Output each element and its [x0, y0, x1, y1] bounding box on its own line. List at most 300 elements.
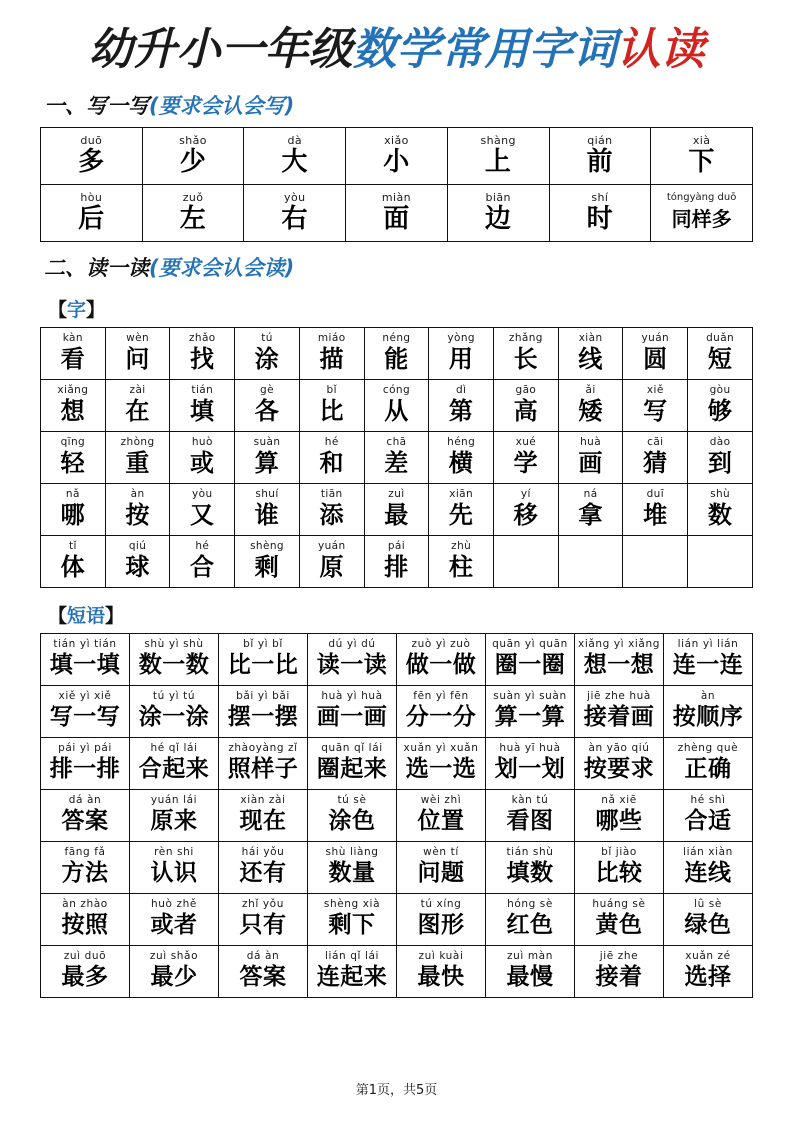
character-text: 画 — [578, 449, 603, 478]
character-text: 哪些 — [595, 808, 643, 835]
pinyin-text: àn — [700, 690, 716, 703]
character-text: 按要求 — [583, 756, 655, 783]
character-text: 上 — [484, 146, 512, 177]
character-text: 右 — [281, 203, 309, 234]
character-text: 认识 — [150, 860, 198, 887]
pinyin-text: biān — [485, 190, 511, 204]
pinyin-text: zhǎng — [508, 332, 543, 345]
phrase-cell — [130, 634, 219, 686]
phrase-cell — [130, 894, 219, 946]
pinyin-text: tú yì tú — [152, 690, 196, 703]
character-text: 谁 — [254, 501, 280, 530]
pinyin-text: hóng sè — [507, 898, 553, 911]
pinyin-text: xiǎng yì xiǎng — [578, 638, 660, 651]
pinyin-text: zuì shǎo — [149, 950, 199, 963]
table-row — [41, 185, 753, 242]
pinyin-text: zhèng què — [677, 742, 739, 755]
phrase-cell — [130, 790, 219, 842]
character-text: 用 — [448, 345, 474, 374]
character-text: 按顺序 — [672, 704, 744, 731]
write-cell — [651, 185, 753, 242]
character-text: 选一选 — [405, 756, 477, 783]
phrase-cell — [486, 894, 575, 946]
pinyin-text: huò — [191, 436, 213, 449]
character-cell — [41, 380, 106, 432]
pinyin-text: kàn — [62, 332, 83, 345]
character-cell — [623, 484, 688, 536]
pinyin-text: shǎo — [179, 133, 207, 147]
character-text: 位置 — [417, 808, 465, 835]
character-cell — [105, 328, 170, 380]
character-text: 选择 — [684, 964, 732, 991]
pinyin-text: qīng — [60, 436, 86, 449]
character-text: 接着画 — [583, 704, 655, 731]
write-cell — [244, 128, 346, 185]
pinyin-text: huà — [580, 436, 602, 449]
table-row — [41, 738, 753, 790]
character-cell-empty — [494, 536, 559, 588]
character-text: 又 — [190, 501, 215, 530]
write-cell — [549, 128, 651, 185]
page-title-part-blue: 数学常用字词 — [352, 24, 617, 75]
character-text: 想 — [60, 397, 86, 426]
pinyin-text: dú yì dú — [328, 638, 376, 651]
pinyin-text: hé qǐ lái — [150, 742, 198, 755]
character-text: 摆一摆 — [227, 704, 299, 731]
character-text: 能 — [384, 345, 409, 374]
character-cell — [41, 484, 106, 536]
character-cell — [41, 432, 106, 484]
pinyin-text: yuán lái — [150, 794, 198, 807]
character-text: 正确 — [684, 756, 732, 783]
page-title-part-black: 幼升小一年级 — [88, 24, 353, 75]
character-text: 划一划 — [494, 756, 566, 783]
pinyin-text: xiān — [449, 488, 474, 501]
phrase-cell — [219, 842, 308, 894]
character-cell — [299, 536, 364, 588]
character-text: 剩下 — [328, 912, 376, 939]
write-cell — [651, 128, 753, 185]
write-cell — [447, 128, 549, 185]
pinyin-text: zuì duō — [63, 950, 107, 963]
character-cell — [494, 328, 559, 380]
character-cell — [364, 328, 429, 380]
character-text: 剩 — [254, 553, 280, 582]
character-text: 描 — [319, 345, 344, 374]
character-cell — [170, 484, 235, 536]
character-text: 在 — [125, 397, 150, 426]
character-text: 还有 — [239, 860, 287, 887]
bracket-right-icon: 】 — [86, 299, 106, 322]
phrase-cell — [130, 738, 219, 790]
phrase-cell — [41, 946, 130, 998]
pinyin-text: hé — [195, 540, 210, 553]
phrase-cell — [130, 842, 219, 894]
character-text: 问 — [125, 345, 150, 374]
page-title — [40, 0, 753, 80]
character-text: 时 — [586, 203, 614, 234]
character-text: 分一分 — [405, 704, 477, 731]
characters-subheading — [48, 295, 753, 322]
pinyin-text: nǎ xiē — [601, 794, 637, 807]
write-cell — [447, 185, 549, 242]
pinyin-text: hé shì — [690, 794, 726, 807]
pinyin-text: duǎn — [706, 332, 735, 345]
character-text: 小 — [383, 146, 410, 177]
phrase-cell — [219, 686, 308, 738]
character-text: 重 — [125, 449, 150, 478]
pinyin-text: zuò yì zuò — [411, 638, 471, 651]
phrase-cell — [397, 946, 486, 998]
pinyin-text: yòng — [447, 332, 475, 345]
phrase-cell — [486, 790, 575, 842]
character-text: 画一画 — [316, 704, 388, 731]
pinyin-text: duō — [80, 133, 103, 147]
pinyin-text: tián yì tián — [53, 638, 117, 651]
pinyin-text: tú sè — [337, 794, 367, 807]
pinyin-text: shù yì shù — [144, 638, 204, 651]
pinyin-text: lián yì lián — [677, 638, 739, 651]
pinyin-text: zhǎo — [188, 332, 216, 345]
character-text: 堆 — [643, 501, 668, 530]
pinyin-text: gè — [260, 384, 274, 397]
character-text: 黄色 — [595, 912, 643, 939]
pinyin-text: zuǒ — [182, 190, 204, 204]
phrase-cell — [575, 790, 664, 842]
phrase-cell — [575, 686, 664, 738]
character-text: 从 — [384, 397, 409, 426]
pinyin-text: xià — [692, 133, 711, 147]
pinyin-text: chā — [386, 436, 407, 449]
phrase-cell — [219, 738, 308, 790]
character-text: 左 — [179, 203, 207, 234]
table-row — [41, 380, 753, 432]
phrase-cell — [308, 842, 397, 894]
write-cell — [142, 128, 244, 185]
pinyin-text: néng — [382, 332, 411, 345]
character-text: 填 — [190, 397, 215, 426]
pinyin-text: zài — [129, 384, 146, 397]
character-cell — [364, 380, 429, 432]
pinyin-text: bǐ yì bǐ — [243, 638, 283, 651]
pinyin-text: quān qǐ lái — [321, 742, 383, 755]
character-cell — [235, 432, 300, 484]
character-text: 方法 — [61, 860, 109, 887]
pinyin-text: duī — [646, 488, 665, 501]
phrase-cell — [486, 686, 575, 738]
phrase-cell — [575, 946, 664, 998]
character-text: 看图 — [506, 808, 554, 835]
pinyin-text — [495, 540, 557, 553]
pinyin-text: tóngyàng duō — [666, 191, 737, 203]
pinyin-text: xiě yì xiě — [58, 690, 112, 703]
phrase-cell — [575, 634, 664, 686]
character-cell — [688, 484, 753, 536]
pinyin-text: xiàn — [578, 332, 603, 345]
pinyin-text: dào — [709, 436, 731, 449]
character-cell — [105, 380, 170, 432]
pinyin-text: yí — [520, 488, 531, 501]
character-text: 数 — [707, 501, 733, 530]
phrase-cell — [41, 790, 130, 842]
character-text: 够 — [707, 397, 733, 426]
phrase-cell — [308, 790, 397, 842]
phrase-cell — [575, 842, 664, 894]
pinyin-text: wèi zhì — [420, 794, 462, 807]
pinyin-text: xiǎng — [57, 384, 89, 397]
character-text: 球 — [125, 553, 150, 582]
character-text: 柱 — [448, 553, 474, 582]
character-text: 算一算 — [494, 704, 566, 731]
pinyin-text: nǎ — [65, 488, 80, 501]
pinyin-text: dá àn — [68, 794, 102, 807]
character-text: 合起来 — [138, 756, 210, 783]
character-text: 绿色 — [684, 912, 732, 939]
character-cell — [494, 432, 559, 484]
pinyin-text: tú xíng — [420, 898, 462, 911]
character-cell-empty — [558, 536, 623, 588]
pinyin-text: shù liàng — [325, 846, 379, 859]
character-text: 原 — [319, 553, 344, 582]
character-text: 各 — [254, 397, 280, 426]
pinyin-text: kàn tú — [511, 794, 549, 807]
character-text: 合 — [190, 553, 215, 582]
pinyin-text: lián xiàn — [683, 846, 733, 859]
character-cell — [429, 432, 494, 484]
write-cell — [346, 185, 448, 242]
pinyin-text: zuì kuài — [418, 950, 464, 963]
character-cell — [235, 380, 300, 432]
phrases-subheading — [48, 601, 753, 628]
character-cell — [41, 536, 106, 588]
pinyin-text: zhù — [451, 540, 472, 553]
pinyin-text: shí — [591, 190, 609, 204]
character-text: 先 — [448, 501, 474, 530]
character-text: 长 — [513, 345, 539, 374]
character-text: 填一填 — [49, 652, 121, 679]
character-cell — [170, 536, 235, 588]
phrase-cell — [308, 634, 397, 686]
phrase-cell — [397, 894, 486, 946]
character-text: 高 — [513, 397, 539, 426]
character-cell — [688, 432, 753, 484]
table-row — [41, 128, 753, 185]
character-text: 按照 — [61, 912, 109, 939]
pinyin-text: hé — [324, 436, 339, 449]
character-cell — [235, 536, 300, 588]
pinyin-text: xiǎo — [384, 133, 409, 147]
character-cell — [623, 432, 688, 484]
pinyin-text: tián — [191, 384, 214, 397]
pinyin-text: fēn yì fēn — [413, 690, 469, 703]
phrase-cell — [130, 946, 219, 998]
bracket-left-icon: 【 — [48, 299, 68, 322]
section-two-heading — [44, 252, 753, 282]
pinyin-text: gāo — [515, 384, 537, 397]
pinyin-text: gòu — [709, 384, 731, 397]
character-text: 答案 — [61, 808, 109, 835]
character-cell — [235, 484, 300, 536]
section-two-heading-text: 二、读一读 — [44, 256, 149, 281]
page-footer: 第1页，共5页 — [355, 1083, 438, 1098]
character-text: 找 — [190, 345, 215, 374]
phrase-cell — [41, 738, 130, 790]
pinyin-text: shèng xià — [323, 898, 381, 911]
phrase-cell — [219, 634, 308, 686]
pinyin-text: rèn shi — [154, 846, 194, 859]
character-cell — [429, 380, 494, 432]
character-text: 前 — [586, 146, 614, 177]
character-text: 或者 — [150, 912, 198, 939]
character-text: 线 — [578, 345, 603, 374]
character-text — [560, 553, 622, 581]
character-text: 多 — [78, 146, 105, 177]
pinyin-text: bǎi yì bǎi — [236, 690, 290, 703]
pinyin-text: xuǎn yì xuǎn — [403, 742, 479, 755]
pinyin-text: suàn yì suàn — [493, 690, 567, 703]
character-text: 写一写 — [49, 704, 121, 731]
pinyin-text: ǎi — [585, 384, 596, 397]
character-text: 下 — [688, 146, 715, 177]
pinyin-text: xiě — [646, 384, 664, 397]
write-cell — [41, 128, 143, 185]
pinyin-text: zhǐ yǒu — [242, 898, 284, 911]
character-text: 涂 — [254, 345, 280, 374]
character-text: 写 — [643, 397, 668, 426]
character-text: 哪 — [60, 501, 86, 530]
phrases-table — [40, 633, 753, 998]
character-text: 轻 — [60, 449, 86, 478]
pinyin-text: quān yì quān — [492, 638, 568, 651]
pinyin-text: tián shù — [506, 846, 554, 859]
pinyin-text: héng — [447, 436, 476, 449]
bracket-left-icon: 【 — [48, 605, 68, 628]
pinyin-text: tǐ — [68, 540, 77, 553]
character-text: 同样多 — [671, 206, 732, 231]
pinyin-text: àn — [130, 488, 145, 501]
pinyin-text: yòu — [192, 488, 213, 501]
character-cell — [623, 380, 688, 432]
character-text: 现在 — [239, 808, 287, 835]
phrase-cell — [397, 738, 486, 790]
character-text: 只有 — [239, 912, 287, 939]
character-text: 照样子 — [227, 756, 299, 783]
phrase-cell — [664, 946, 753, 998]
pinyin-text: jiē zhe huà — [587, 690, 651, 703]
pinyin-text: zhòng — [120, 436, 155, 449]
phrase-cell — [575, 894, 664, 946]
write-cell — [244, 185, 346, 242]
character-cell — [558, 380, 623, 432]
character-cell — [105, 484, 170, 536]
section-one-heading-note: (要求会认会写) — [149, 94, 295, 119]
character-text: 少 — [179, 146, 207, 177]
pinyin-text: àn zhào — [62, 898, 108, 911]
write-cell — [549, 185, 651, 242]
character-text: 和 — [319, 449, 344, 478]
character-cell — [299, 380, 364, 432]
character-text: 按 — [125, 501, 150, 530]
character-text: 读一读 — [316, 652, 388, 679]
character-text: 连一连 — [672, 652, 744, 679]
character-text: 大 — [281, 146, 309, 177]
character-text: 圆 — [643, 345, 668, 374]
character-cell — [364, 432, 429, 484]
character-text: 连线 — [684, 860, 732, 887]
table-row — [41, 432, 753, 484]
pinyin-text: shèng — [250, 540, 284, 553]
character-text: 矮 — [578, 397, 603, 426]
character-cell — [429, 328, 494, 380]
character-text: 想一想 — [583, 652, 655, 679]
character-text: 或 — [190, 449, 215, 478]
phrase-cell — [41, 634, 130, 686]
table-row — [41, 536, 753, 588]
pinyin-text: qián — [587, 133, 613, 147]
phrase-cell — [397, 634, 486, 686]
phrase-cell — [41, 842, 130, 894]
pinyin-text: bǐ — [326, 384, 337, 397]
pinyin-text: yuán — [641, 332, 670, 345]
character-text: 原来 — [150, 808, 198, 835]
pinyin-text: zhàoyàng zǐ — [228, 742, 298, 755]
pinyin-text: xiàn zài — [240, 794, 286, 807]
phrase-cell — [664, 738, 753, 790]
pinyin-text — [560, 540, 622, 553]
phrase-cell — [664, 634, 753, 686]
character-text: 圈一圈 — [494, 652, 566, 679]
character-cell — [623, 328, 688, 380]
character-text: 圈起来 — [316, 756, 388, 783]
character-text: 移 — [513, 501, 539, 530]
character-text: 做一做 — [405, 652, 477, 679]
pinyin-text: pái yì pái — [58, 742, 112, 755]
phrase-cell — [664, 894, 753, 946]
pinyin-text: hái yǒu — [241, 846, 285, 859]
character-cell — [170, 380, 235, 432]
pinyin-text: shàng — [480, 133, 516, 147]
table-row — [41, 790, 753, 842]
pinyin-text: lǜ sè — [694, 898, 722, 911]
pinyin-text: jiē zhe — [599, 950, 639, 963]
character-text: 猜 — [643, 449, 668, 478]
bracket-right-icon: 】 — [105, 605, 125, 628]
character-text: 连起来 — [316, 964, 388, 991]
pinyin-text: hòu — [80, 190, 103, 204]
pinyin-text: huà yī huà — [499, 742, 561, 755]
character-text: 红色 — [506, 912, 554, 939]
characters-subheading-label: 字 — [67, 299, 87, 322]
table-row — [41, 328, 753, 380]
table-row — [41, 946, 753, 998]
pinyin-text: shù — [710, 488, 731, 501]
pinyin-text — [689, 540, 751, 553]
phrase-cell — [308, 894, 397, 946]
character-text: 看 — [60, 345, 86, 374]
character-text: 排一排 — [49, 756, 121, 783]
phrase-cell — [486, 634, 575, 686]
pinyin-text: zuì — [388, 488, 405, 501]
phrase-cell — [308, 946, 397, 998]
character-cell — [235, 328, 300, 380]
pinyin-text: dì — [455, 384, 467, 397]
character-cell — [170, 328, 235, 380]
character-text: 拿 — [578, 501, 603, 530]
character-text: 答案 — [239, 964, 287, 991]
pinyin-text: tú — [261, 332, 273, 345]
character-text: 算 — [254, 449, 280, 478]
phrase-cell — [219, 946, 308, 998]
